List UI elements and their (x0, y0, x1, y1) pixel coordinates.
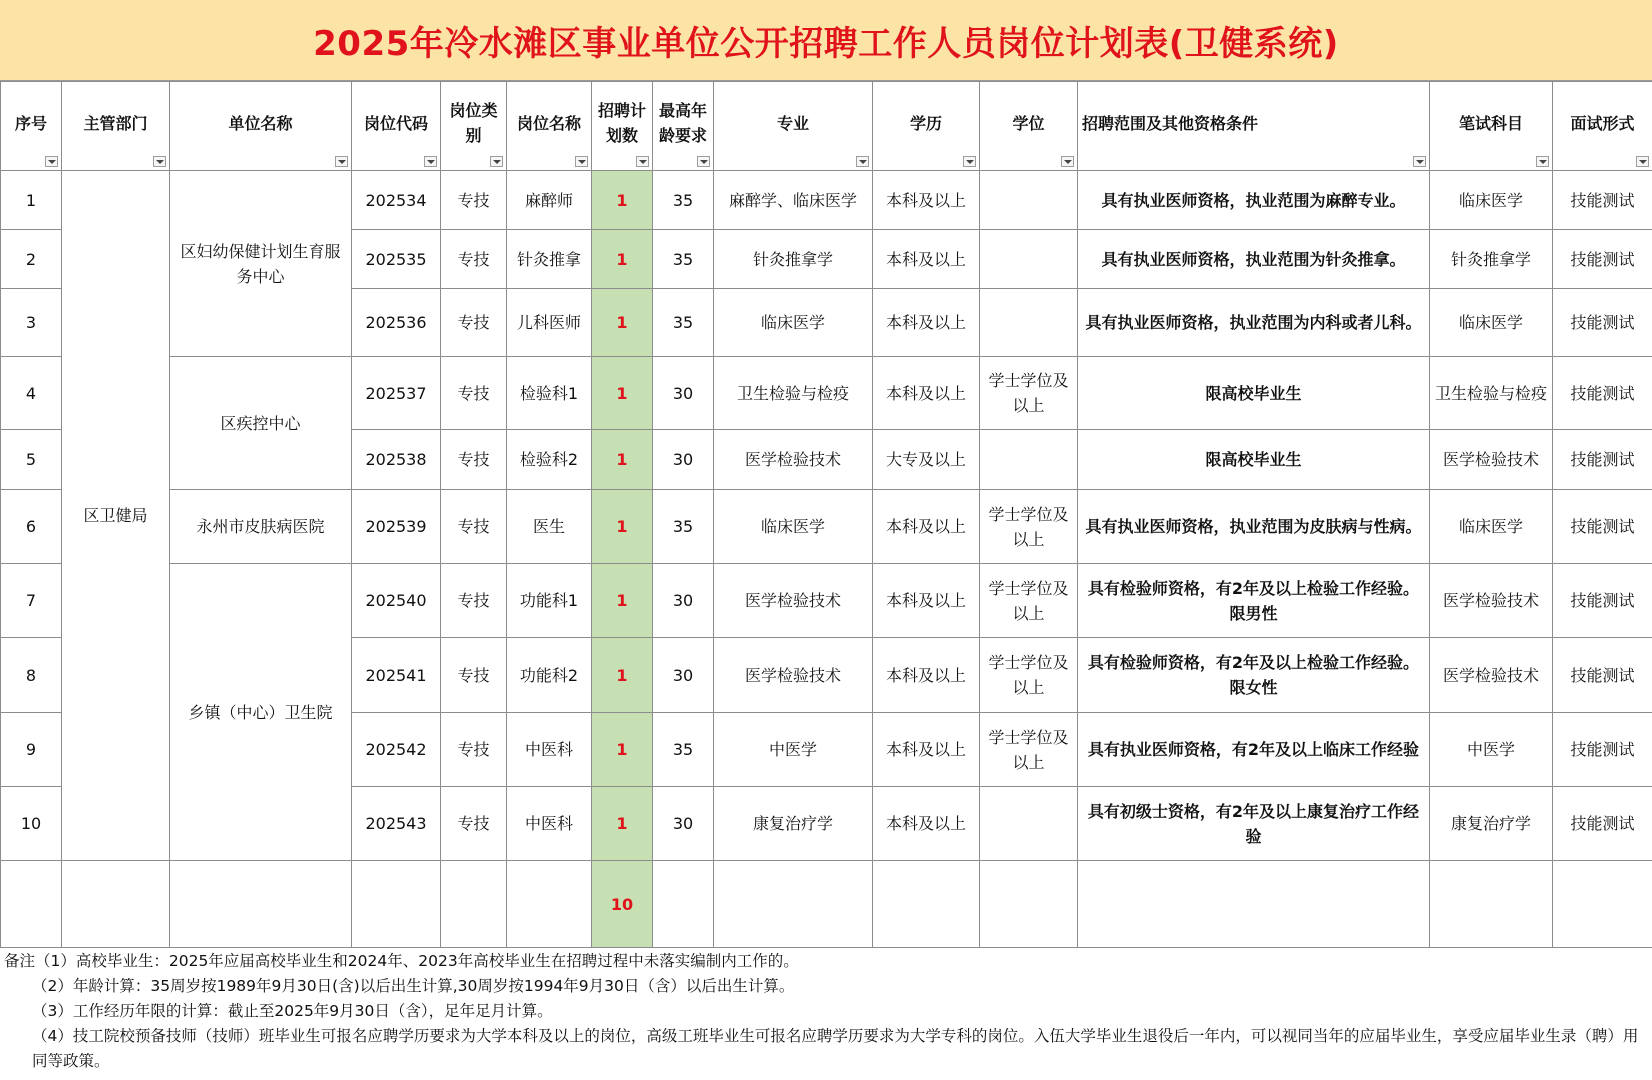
header-cell (62, 82, 170, 171)
education: 本科及以上 (873, 638, 980, 713)
empty-cell (441, 861, 507, 948)
degree (980, 430, 1078, 490)
filter-dropdown-icon[interactable] (335, 156, 348, 167)
header-cell (714, 82, 873, 171)
table-row (1, 357, 1652, 430)
note-line: （2）年龄计算：35周岁按1989年9月30日(含)以后出生计算,30周岁按1994年9月30日（含）以后出生计算。 (32, 977, 795, 995)
header-label: 单位名称 (228, 113, 293, 133)
row-number: 10 (1, 787, 62, 861)
major: 麻醉学、临床医学 (714, 171, 873, 230)
degree (980, 289, 1078, 357)
interview-form: 技能测试 (1553, 430, 1652, 490)
education: 本科及以上 (873, 171, 980, 230)
empty-cell (873, 861, 980, 948)
position-name: 检验科2 (507, 430, 592, 490)
notes-section (4, 949, 1644, 1074)
major: 临床医学 (714, 289, 873, 357)
interview-form: 技能测试 (1553, 171, 1652, 230)
conditions: 限高校毕业生 (1078, 430, 1430, 490)
exam-subject: 临床医学 (1430, 490, 1553, 564)
header-label: 序号 (14, 113, 47, 133)
plan-count: 1 (592, 171, 653, 230)
major: 医学检验技术 (714, 564, 873, 638)
exam-subject: 中医学 (1430, 713, 1553, 787)
header-cell (592, 82, 653, 171)
position-category: 专技 (441, 171, 507, 230)
recruitment-table (0, 81, 1652, 948)
education: 本科及以上 (873, 289, 980, 357)
empty-cell (62, 861, 170, 948)
degree (980, 171, 1078, 230)
max-age: 30 (653, 430, 714, 490)
position-code: 202541 (352, 638, 441, 713)
filter-dropdown-icon[interactable] (1536, 156, 1549, 167)
plan-count: 1 (592, 430, 653, 490)
plan-count: 1 (592, 289, 653, 357)
page-title: 2025年冷水滩区事业单位公开招聘工作人员岗位计划表(卫健系统) (313, 23, 1339, 64)
education: 本科及以上 (873, 357, 980, 430)
header-cell (1078, 82, 1430, 171)
education: 本科及以上 (873, 230, 980, 289)
major: 医学检验技术 (714, 638, 873, 713)
position-category: 专技 (441, 230, 507, 289)
position-category: 专技 (441, 787, 507, 861)
empty-cell (1553, 861, 1652, 948)
row-number: 3 (1, 289, 62, 357)
major: 中医学 (714, 713, 873, 787)
position-name: 功能科1 (507, 564, 592, 638)
header-label: 主管部门 (83, 113, 148, 133)
interview-form: 技能测试 (1553, 564, 1652, 638)
education: 本科及以上 (873, 490, 980, 564)
empty-cell (980, 861, 1078, 948)
filter-dropdown-icon[interactable] (1061, 156, 1074, 167)
conditions: 具有执业医师资格，执业范围为皮肤病与性病。 (1078, 490, 1430, 564)
unit-name-cell: 乡镇（中心）卫生院 (170, 564, 352, 861)
header-label: 笔试科目 (1458, 113, 1523, 133)
row-number: 2 (1, 230, 62, 289)
position-name: 功能科2 (507, 638, 592, 713)
header-label: 最高年龄要求 (658, 101, 707, 145)
row-number: 4 (1, 357, 62, 430)
position-name: 检验科1 (507, 357, 592, 430)
degree (980, 230, 1078, 289)
education: 大专及以上 (873, 430, 980, 490)
header-label: 面试形式 (1570, 113, 1635, 133)
plan-count: 1 (592, 490, 653, 564)
unit-name-cell: 区疾控中心 (170, 357, 352, 490)
row-number: 8 (1, 638, 62, 713)
filter-dropdown-icon[interactable] (1413, 156, 1426, 167)
header-label: 招聘计划数 (597, 101, 646, 145)
conditions: 具有执业医师资格，有2年及以上临床工作经验 (1078, 713, 1430, 787)
empty-cell (1078, 861, 1430, 948)
row-number: 5 (1, 430, 62, 490)
header-label: 学位 (1012, 113, 1045, 133)
exam-subject: 康复治疗学 (1430, 787, 1553, 861)
interview-form: 技能测试 (1553, 638, 1652, 713)
header-label: 专业 (776, 113, 809, 133)
row-number: 7 (1, 564, 62, 638)
position-code: 202542 (352, 713, 441, 787)
position-code: 202538 (352, 430, 441, 490)
interview-form: 技能测试 (1553, 230, 1652, 289)
department-cell: 区卫健局 (62, 171, 170, 861)
position-code: 202537 (352, 357, 441, 430)
position-code: 202535 (352, 230, 441, 289)
header-label: 岗位类别 (449, 101, 498, 145)
plan-count: 1 (592, 638, 653, 713)
empty-cell (1, 861, 62, 948)
max-age: 35 (653, 230, 714, 289)
exam-subject: 医学检验技术 (1430, 638, 1553, 713)
header-row (1, 82, 1652, 171)
degree (980, 787, 1078, 861)
row-number: 1 (1, 171, 62, 230)
empty-cell (170, 861, 352, 948)
conditions: 具有检验师资格，有2年及以上检验工作经验。限男性 (1078, 564, 1430, 638)
filter-dropdown-icon[interactable] (424, 156, 437, 167)
position-category: 专技 (441, 490, 507, 564)
empty-cell (1430, 861, 1553, 948)
row-number: 6 (1, 490, 62, 564)
major: 临床医学 (714, 490, 873, 564)
plan-count: 1 (592, 564, 653, 638)
empty-cell (352, 861, 441, 948)
plan-count: 1 (592, 787, 653, 861)
position-name: 中医科 (507, 787, 592, 861)
degree: 学士学位及以上 (980, 357, 1078, 430)
row-number: 9 (1, 713, 62, 787)
education: 本科及以上 (873, 713, 980, 787)
exam-subject: 针灸推拿学 (1430, 230, 1553, 289)
interview-form: 技能测试 (1553, 713, 1652, 787)
conditions: 具有执业医师资格，执业范围为针灸推拿。 (1078, 230, 1430, 289)
max-age: 30 (653, 787, 714, 861)
exam-subject: 医学检验技术 (1430, 430, 1553, 490)
position-category: 专技 (441, 638, 507, 713)
max-age: 35 (653, 171, 714, 230)
header-cell (170, 82, 352, 171)
filter-dropdown-icon[interactable] (636, 156, 649, 167)
filter-dropdown-icon[interactable] (153, 156, 166, 167)
filter-dropdown-icon[interactable] (575, 156, 588, 167)
conditions: 限高校毕业生 (1078, 357, 1430, 430)
degree: 学士学位及以上 (980, 564, 1078, 638)
position-code: 202534 (352, 171, 441, 230)
education: 本科及以上 (873, 787, 980, 861)
interview-form: 技能测试 (1553, 490, 1652, 564)
position-code: 202536 (352, 289, 441, 357)
position-code: 202539 (352, 490, 441, 564)
table-row (1, 564, 1652, 638)
empty-cell (714, 861, 873, 948)
header-label: 招聘范围及其他资格条件 (1082, 113, 1259, 133)
total-row (1, 861, 1652, 948)
header-cell (441, 82, 507, 171)
position-code: 202543 (352, 787, 441, 861)
exam-subject: 临床医学 (1430, 289, 1553, 357)
header-cell (352, 82, 441, 171)
header-cell (1430, 82, 1553, 171)
filter-dropdown-icon[interactable] (697, 156, 710, 167)
header-cell (980, 82, 1078, 171)
conditions: 具有执业医师资格，执业范围为麻醉专业。 (1078, 171, 1430, 230)
position-code: 202540 (352, 564, 441, 638)
filter-dropdown-icon[interactable] (856, 156, 869, 167)
exam-subject: 卫生检验与检疫 (1430, 357, 1553, 430)
conditions: 具有执业医师资格，执业范围为内科或者儿科。 (1078, 289, 1430, 357)
position-name: 针灸推拿 (507, 230, 592, 289)
major: 医学检验技术 (714, 430, 873, 490)
total-plan-count: 10 (592, 861, 653, 948)
exam-subject: 医学检验技术 (1430, 564, 1553, 638)
degree: 学士学位及以上 (980, 638, 1078, 713)
filter-dropdown-icon[interactable] (1636, 156, 1649, 167)
interview-form: 技能测试 (1553, 357, 1652, 430)
position-category: 专技 (441, 564, 507, 638)
plan-count: 1 (592, 230, 653, 289)
note-line: （4）技工院校预备技师（技师）班毕业生可报名应聘学历要求为大学本科及以上的岗位，高级工班毕业生可报名应聘学历要求为大学专科的岗位。入伍大学毕业生退役后一年内，可以视同当年的应届毕业生，享受应届毕业生录（聘）用同等政策。 (32, 1027, 1639, 1070)
note-line: 备注（1）高校毕业生：2025年应届高校毕业生和2024年、2023年高校毕业生在招聘过程中未落实编制内工作的。 (4, 952, 799, 970)
max-age: 35 (653, 289, 714, 357)
degree: 学士学位及以上 (980, 713, 1078, 787)
plan-count: 1 (592, 713, 653, 787)
filter-dropdown-icon[interactable] (490, 156, 503, 167)
plan-count: 1 (592, 357, 653, 430)
interview-form: 技能测试 (1553, 289, 1652, 357)
header-cell (507, 82, 592, 171)
max-age: 35 (653, 490, 714, 564)
header-cell (1553, 82, 1652, 171)
position-name: 中医科 (507, 713, 592, 787)
max-age: 35 (653, 713, 714, 787)
header-cell (873, 82, 980, 171)
interview-form: 技能测试 (1553, 787, 1652, 861)
position-category: 专技 (441, 430, 507, 490)
position-category: 专技 (441, 713, 507, 787)
table-row (1, 490, 1652, 564)
max-age: 30 (653, 638, 714, 713)
conditions: 具有初级士资格，有2年及以上康复治疗工作经验 (1078, 787, 1430, 861)
max-age: 30 (653, 564, 714, 638)
major: 针灸推拿学 (714, 230, 873, 289)
header-cell (1, 82, 62, 171)
conditions: 具有检验师资格，有2年及以上检验工作经验。限女性 (1078, 638, 1430, 713)
filter-dropdown-icon[interactable] (45, 156, 58, 167)
title-bar (0, 0, 1652, 81)
position-name: 儿科医师 (507, 289, 592, 357)
header-label: 学历 (909, 113, 942, 133)
degree: 学士学位及以上 (980, 490, 1078, 564)
max-age: 30 (653, 357, 714, 430)
unit-name-cell: 永州市皮肤病医院 (170, 490, 352, 564)
header-label: 岗位名称 (516, 113, 581, 133)
unit-name-cell: 区妇幼保健计划生育服务中心 (170, 171, 352, 357)
position-name: 医生 (507, 490, 592, 564)
position-category: 专技 (441, 357, 507, 430)
position-category: 专技 (441, 289, 507, 357)
filter-dropdown-icon[interactable] (963, 156, 976, 167)
major: 康复治疗学 (714, 787, 873, 861)
note-line: （3）工作经历年限的计算：截止至2025年9月30日（含），足年足月计算。 (32, 1002, 553, 1020)
education: 本科及以上 (873, 564, 980, 638)
header-cell (653, 82, 714, 171)
empty-cell (507, 861, 592, 948)
major: 卫生检验与检疫 (714, 357, 873, 430)
exam-subject: 临床医学 (1430, 171, 1553, 230)
empty-cell (653, 861, 714, 948)
position-name: 麻醉师 (507, 171, 592, 230)
header-label: 岗位代码 (363, 113, 428, 133)
table-row (1, 171, 1652, 230)
